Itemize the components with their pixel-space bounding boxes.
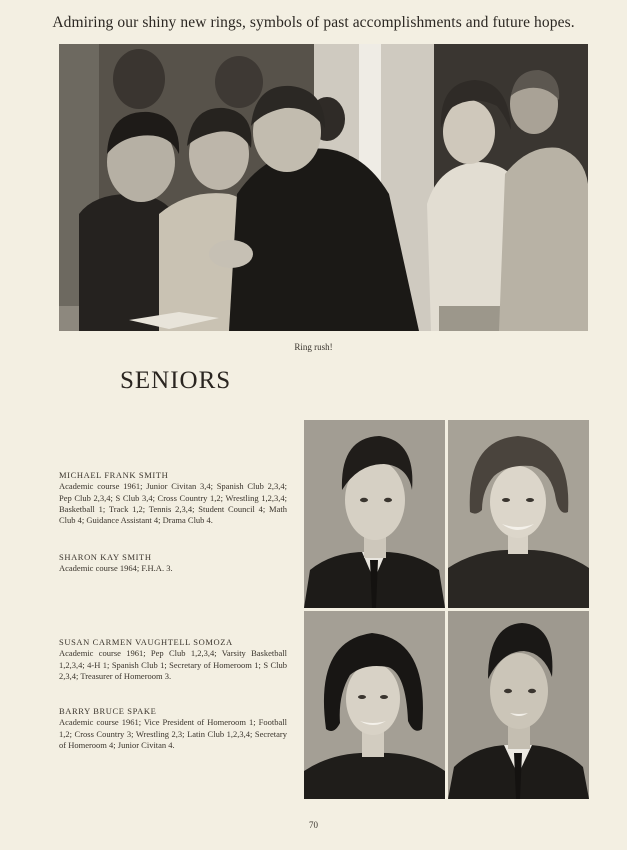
student-name: MICHAEL FRANK SMITH [59, 470, 169, 480]
section-title: SENIORS [120, 367, 232, 394]
group-photo [59, 44, 588, 331]
portrait-michael-frank-smith [304, 420, 445, 608]
bio-barry-bruce-spake [59, 706, 287, 751]
student-details: Academic course 1961; Pep Club 1,2,3,4; Varsity Basketball 1,2,3,4; 4-H 1; Spanish Club 1; Secretary of Homeroom 1; S Club 2,3,4; Treasurer of Homeroom 3. [59, 648, 287, 681]
portrait-sharon-kay-smith [448, 420, 589, 608]
student-name: BARRY BRUCE SPAKE [59, 706, 157, 716]
portrait-barry-bruce-spake [448, 611, 589, 799]
page-number: 70 [309, 820, 318, 830]
student-details: Academic course 1964; F.H.A. 3. [59, 563, 173, 574]
bio-susan-carmen-vaughtell-somoza [59, 637, 287, 682]
group-photo-caption: Ring rush! [294, 342, 333, 352]
student-details: Academic course 1961; Junior Civitan 3,4; Spanish Club 2,3,4; Pep Club 2,3,4; S Club 3,4; Cross Country 1,2; Wrestling 1,2,3,4; Basketball 1; Track 1,2; Tennis 2,3,4; Student Council 4; Math Club 4; Guidance Assistant 4; Drama Club 4. [59, 481, 287, 526]
student-name: SHARON KAY SMITH [59, 552, 152, 562]
bio-sharon-kay-smith [59, 552, 287, 575]
student-name: SUSAN CARMEN VAUGHTELL SOMOZA [59, 637, 233, 647]
bio-michael-frank-smith [59, 470, 287, 526]
top-caption: Admiring our shiny new rings, symbols of past accomplishments and future hopes. [52, 14, 575, 31]
portrait-susan-carmen-vaughtell-somoza [304, 611, 445, 799]
student-details: Academic course 1961; Vice President of Homeroom 1; Football 1,2; Cross Country 3; Wrestling 2,3; Latin Club 1,2,3,4; Secretary of Homeroom 4; Junior Civitan 4. [59, 717, 287, 750]
